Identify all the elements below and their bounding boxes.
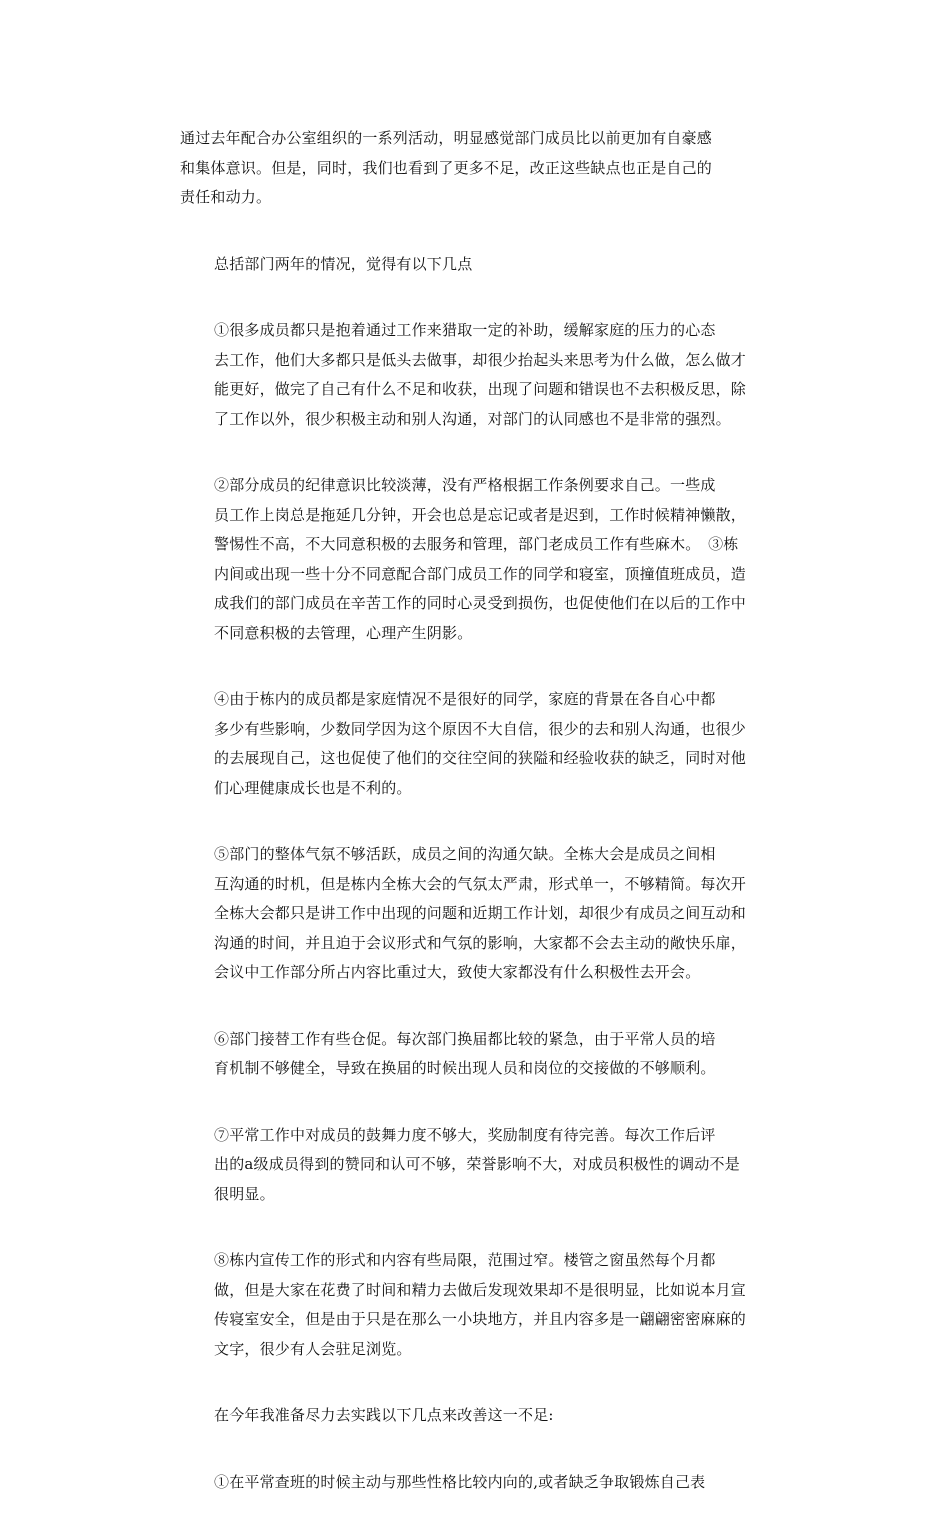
text-line: ⑥部门接替工作有些仓促。每次部门换届都比较的紧急，由于平常人员的培 bbox=[214, 1029, 716, 1048]
paragraph bbox=[180, 1468, 772, 1498]
text-line: ①在平常查班的时候主动与那些性格比较内向的,或者缺乏争取锻炼自己表 bbox=[214, 1472, 706, 1491]
text-line: 们心理健康成长也是不利的。 bbox=[214, 778, 412, 797]
text-line: 通过去年配合办公室组织的一系列活动，明显感觉部门成员比以前更加有自豪感 bbox=[180, 129, 713, 147]
text-line: ⑦平常工作中对成员的鼓舞力度不够大，奖励制度有待完善。每次工作后评 bbox=[214, 1125, 716, 1144]
text-line: 互沟通的时机，但是栋内全栋大会的气氛太严肃，形式单一，不够精简。每次开 bbox=[214, 874, 747, 893]
paragraph bbox=[180, 685, 772, 803]
text-line: 沟通的时间，并且迫于会议形式和气氛的影响，大家都不会去主动的敞快乐扉， bbox=[214, 933, 747, 952]
paragraph bbox=[180, 1025, 772, 1084]
text-line: 出的a级成员得到的赞同和认可不够，荣誉影响不大，对成员积极性的调动不是 bbox=[214, 1155, 740, 1173]
text-line: 全栋大会都只是讲工作中出现的问题和近期工作计划，却很少有成员之间互动和 bbox=[214, 904, 747, 922]
text-line: 育机制不够健全，导致在换届的时候出现人员和岗位的交接做的不够顺利。 bbox=[214, 1059, 716, 1077]
paragraph bbox=[180, 471, 772, 648]
text-line: 传寝室安全，但是由于只是在那么一小块地方，并且内容多是一翩翩密密麻麻的 bbox=[214, 1310, 747, 1328]
text-line: 了工作以外，很少积极主动和别人沟通，对部门的认同感也不是非常的强烈。 bbox=[214, 409, 731, 428]
text-line: 的去展现自己，这也促使了他们的交往空间的狭隘和经验收获的缺乏，同时对他 bbox=[214, 749, 747, 767]
text-line: ①很多成员都只是抱着通过工作来猎取一定的补助，缓解家庭的压力的心态 bbox=[214, 321, 716, 339]
paragraph bbox=[180, 316, 772, 434]
paragraph bbox=[180, 124, 772, 213]
text-line: 能更好，做完了自己有什么不足和收获，出现了问题和错误也不去积极反思，除 bbox=[214, 380, 747, 398]
text-line: 不同意积极的去管理，心理产生阴影。 bbox=[214, 623, 473, 642]
text-line: 在今年我准备尽力去实践以下几点来改善这一不足: bbox=[214, 1406, 554, 1424]
text-line: 做，但是大家在花费了时间和精力去做后发现效果却不是很明显，比如说本月宣 bbox=[214, 1280, 747, 1299]
text-line: 责任和动力。 bbox=[180, 188, 272, 206]
text-line: 成我们的部门成员在辛苦工作的同时心灵受到损伤，也促使他们在以后的工作中 bbox=[214, 594, 747, 612]
text-line: ②部分成员的纪律意识比较淡薄，没有严格根据工作条例要求自己。一些成 bbox=[214, 476, 716, 494]
text-line: 内间或出现一些十分不同意配合部门成员工作的同学和寝室，顶撞值班成员，造 bbox=[214, 564, 747, 583]
text-line: 警惕性不高，不大同意积极的去服务和管理，部门老成员工作有些麻木。 ③栋 bbox=[214, 535, 739, 553]
paragraph bbox=[180, 840, 772, 988]
text-line: 和集体意识。但是，同时，我们也看到了更多不足，改正这些缺点也正是自己的 bbox=[180, 158, 713, 177]
paragraph bbox=[180, 1246, 772, 1364]
text-line: 文字，很少有人会驻足浏览。 bbox=[214, 1339, 412, 1358]
text-line: 总括部门两年的情况，觉得有以下几点 bbox=[214, 254, 473, 273]
text-line: ⑧栋内宣传工作的形式和内容有些局限，范围过窄。楼管之窗虽然每个月都 bbox=[214, 1251, 716, 1269]
paragraph bbox=[180, 1401, 772, 1431]
text-line: ④由于栋内的成员都是家庭情况不是很好的同学，家庭的背景在各自心中都 bbox=[214, 690, 716, 708]
text-line: ⑤部门的整体气氛不够活跃，成员之间的沟通欠缺。全栋大会是成员之间相 bbox=[214, 845, 716, 863]
text-line: 去工作，他们大多都只是低头去做事，却很少抬起头来思考为什么做，怎么做才 bbox=[214, 350, 747, 369]
paragraph bbox=[180, 250, 772, 280]
document-body bbox=[180, 124, 772, 1534]
text-line: 多少有些影响，少数同学因为这个原因不大自信，很少的去和别人沟通，也很少 bbox=[214, 719, 747, 738]
paragraph bbox=[180, 1121, 772, 1210]
text-line: 会议中工作部分所占内容比重过大，致使大家都没有什么积极性去开会。 bbox=[214, 963, 701, 981]
text-line: 很明显。 bbox=[214, 1184, 275, 1203]
text-line: 员工作上岗总是拖延几分钟，开会也总是忘记或者是迟到，工作时候精神懒散， bbox=[214, 505, 747, 524]
